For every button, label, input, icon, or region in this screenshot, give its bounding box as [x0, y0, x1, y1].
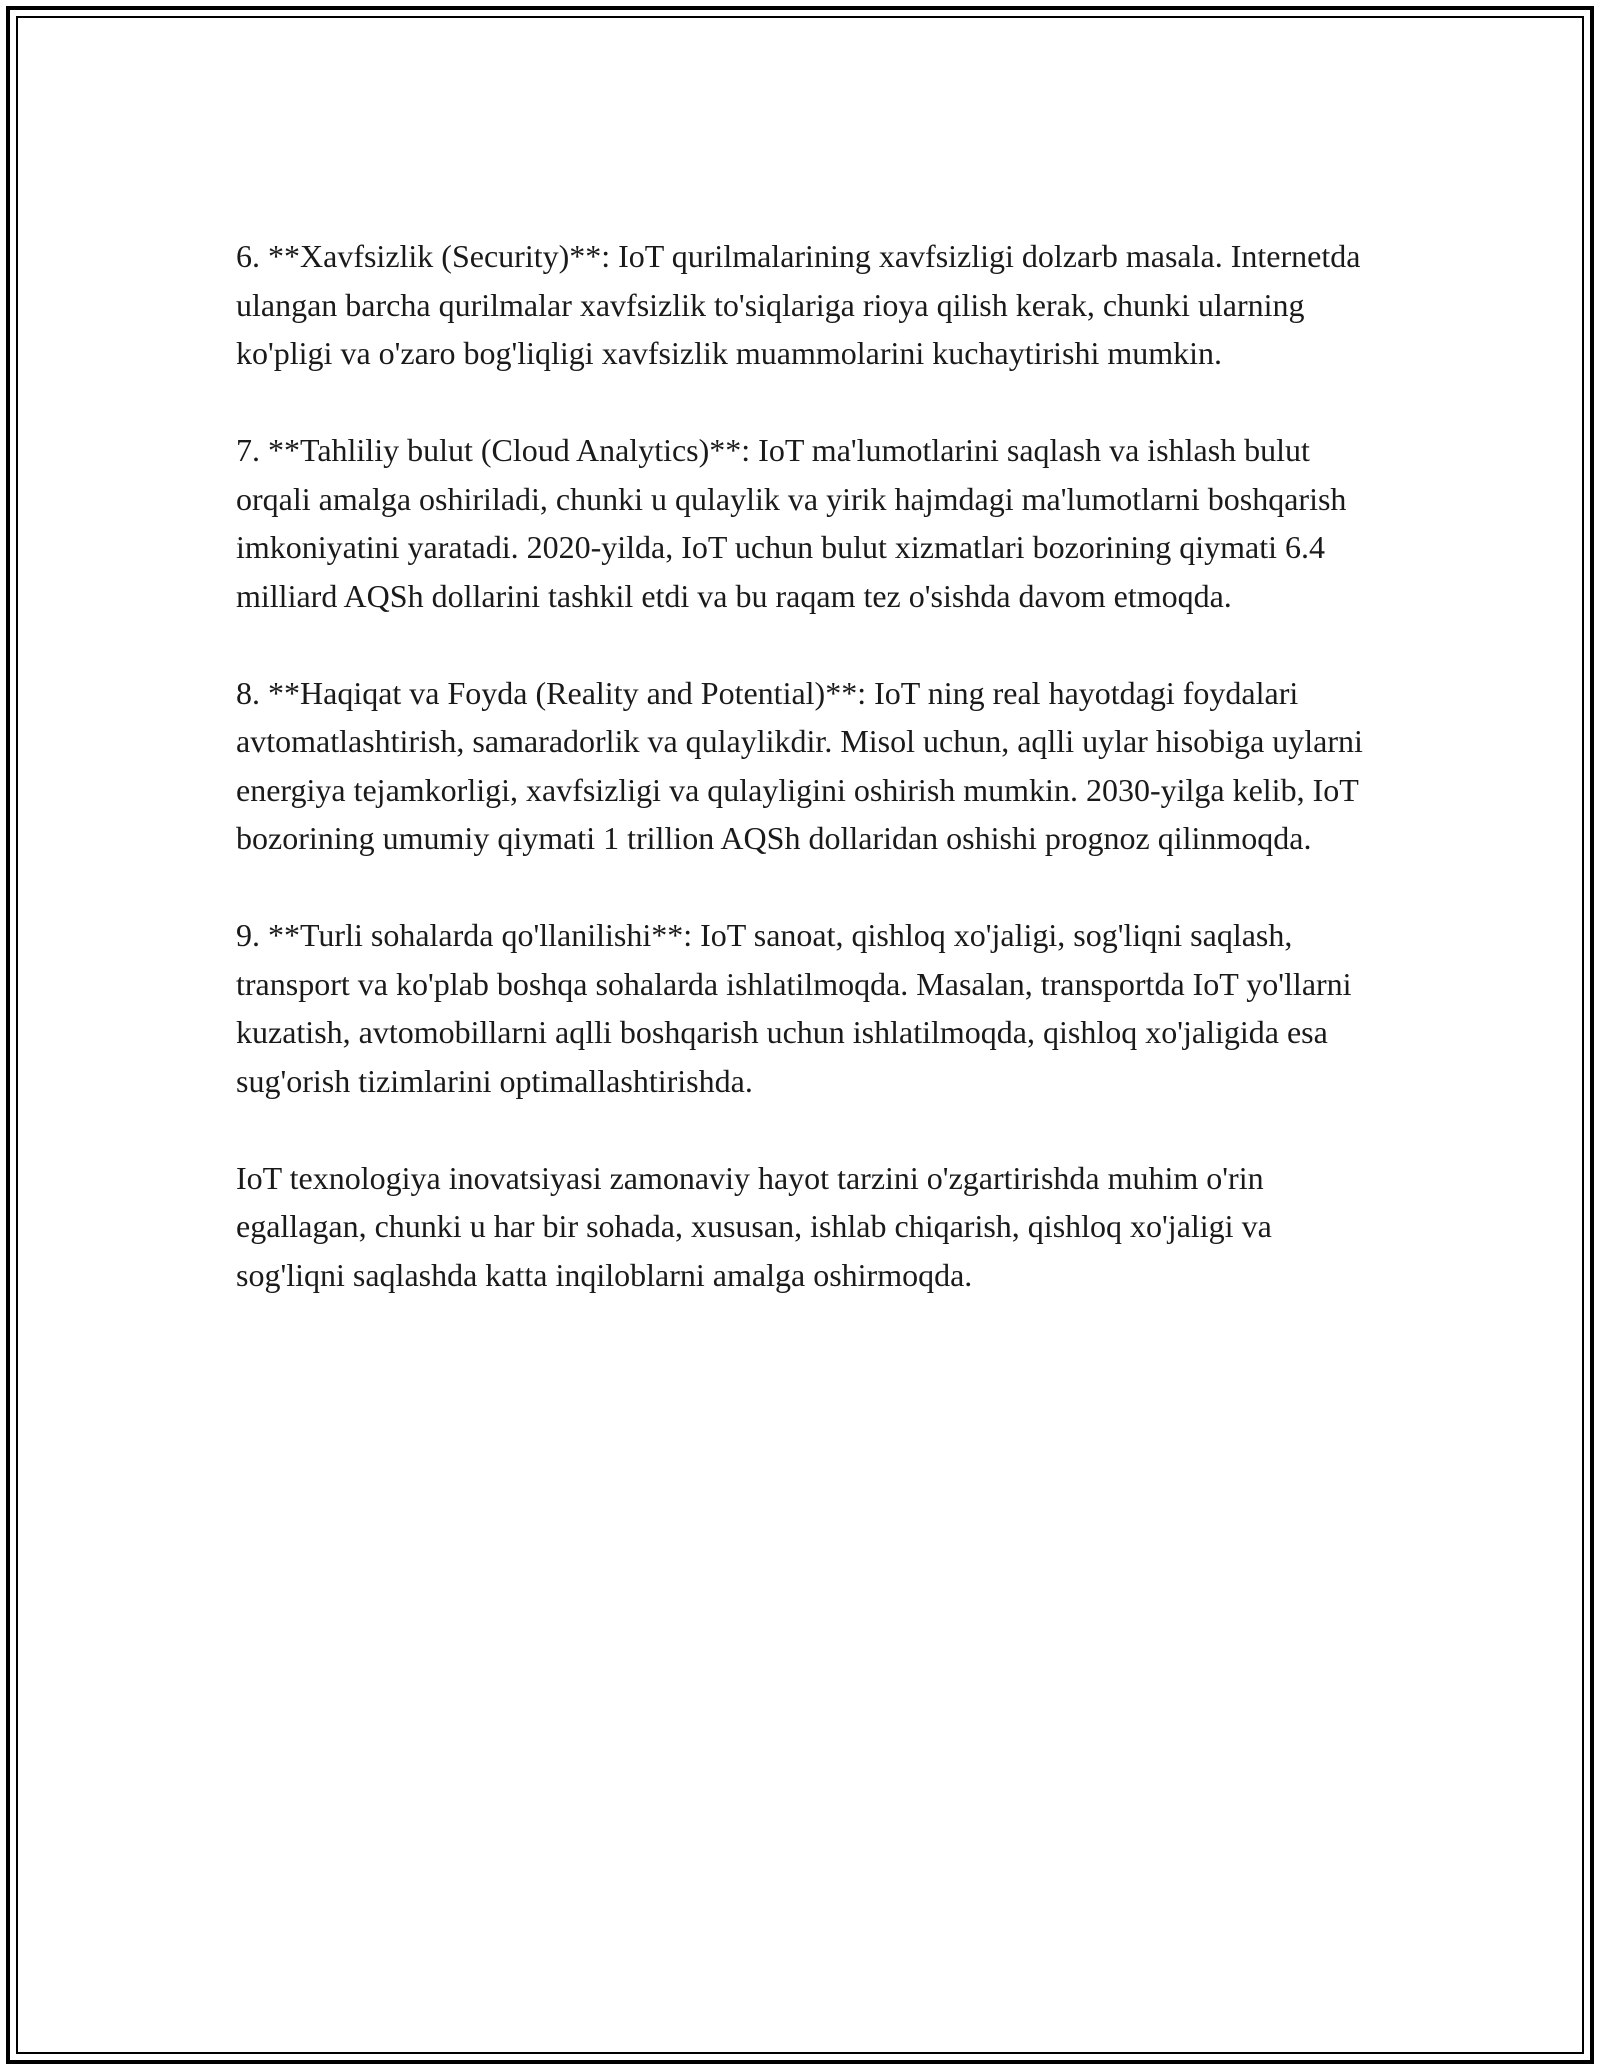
paragraph-conclusion: IoT texnologiya inovatsiyasi zamonaviy hayot tarzini o'zgartirishda muhim o'rin egallagan, chunki u har bir sohada, xususan, ishlab chiqarish, qishloq xo'jaligi va sog'liqni saqlashda katta inqiloblarni amalga oshirmoqda. [236, 1159, 1272, 1293]
paragraph-reality-potential: 8. **Haqiqat va Foyda (Reality and Potential)**: IoT ning real hayotdagi foydalari avtomatlashtirish, samaradorlik va qulaylikdir. Misol uchun, aqlli uylar hisobiga uylarni energiya tejamkorligi, xavfsizligi va qulayligini oshirish mumkin. 2030-yilga kelib, IoT bozorining umumiy qiymati 1 trillion AQSh dollaridan oshishi prognoz qilinmoqda. [236, 674, 1363, 856]
paragraph-cloud-analytics: 7. **Tahliliy bulut (Cloud Analytics)**: IoT ma'lumotlarini saqlash va ishlash bulut orqali amalga oshiriladi, chunki u qulaylik va yirik hajmdagi ma'lumotlarni boshqarish imkoniyatini yaratadi. 2020-yilda, IoT uchun bulut xizmatlari bozorining qiymati 6.4 milliard AQSh dollarini tashkil etdi va bu raqam tez o'sishda davom etmoqda. [236, 432, 1347, 614]
paragraph-applications: 9. **Turli sohalarda qo'llanilishi**: IoT sanoat, qishloq xo'jaligi, sog'liqni saqlash, transport va ko'plab boshqa sohalarda ishlatilmoqda. Masalan, transportda IoT yo'llarni kuzatish, avtomobillarni aqlli boshqarish uchun ishlatilmoqda, qishloq xo'jaligida esa sug'orish tizimlarini optimallashtirishda. [236, 917, 1352, 1099]
paragraph-security: 6. **Xavfsizlik (Security)**: IoT qurilmalarining xavfsizligi dolzarb masala. Internetda ulangan barcha qurilmalar xavfsizlik to'siqlariga rioya qilish kerak, chunki ularning ko'pligi va o'zaro bog'liqligi xavfsizlik muammolarini kuchaytirishi mumkin. [236, 238, 1361, 371]
document-body [236, 232, 1386, 1299]
